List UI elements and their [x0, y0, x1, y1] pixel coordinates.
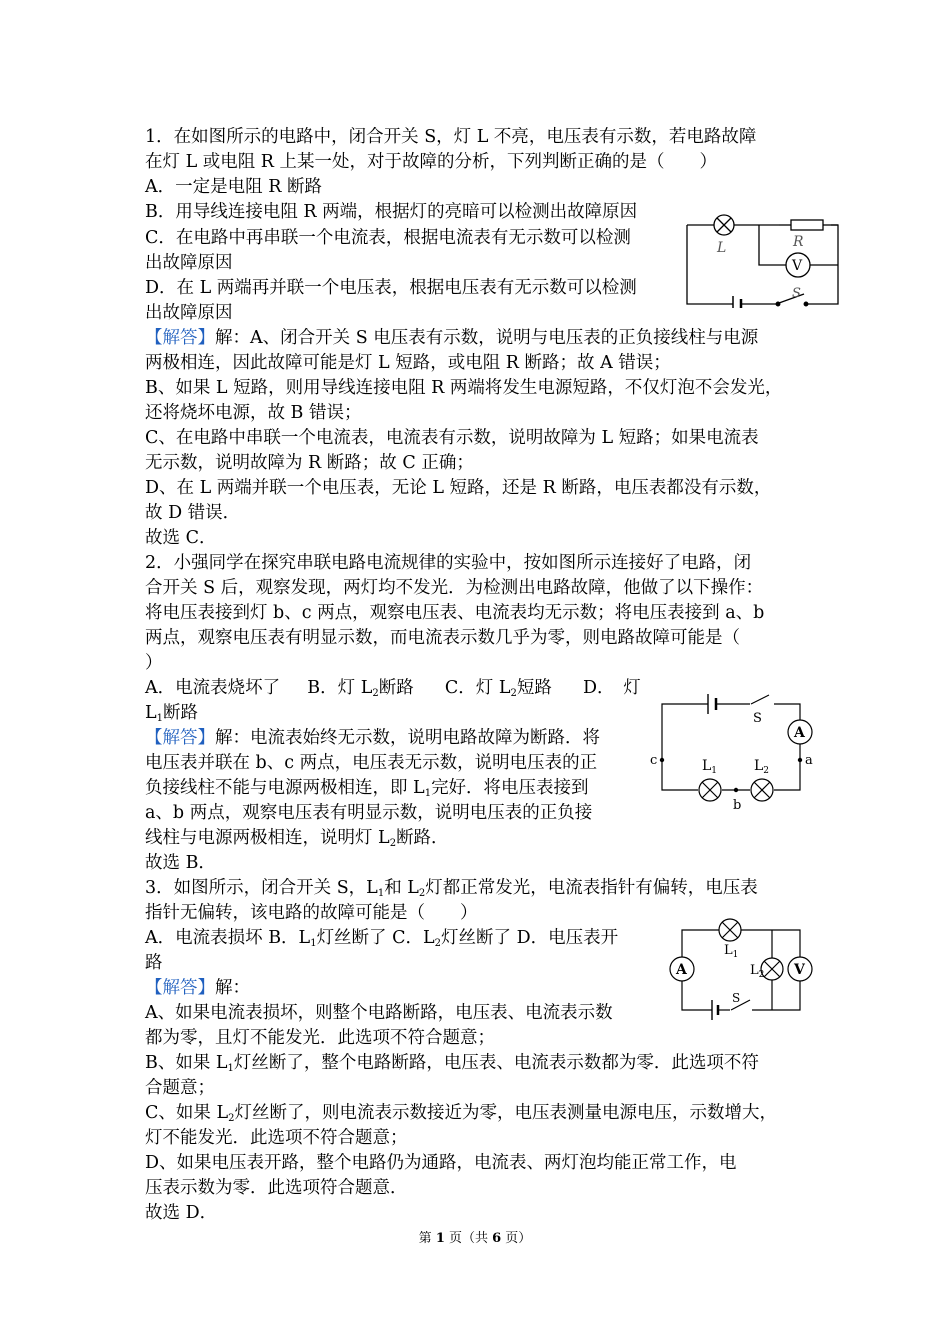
q1-option-a: A．一定是电阻 R 断路 — [145, 177, 322, 197]
q3-line: 3．如图所示，闭合开关 S，$L_1$和 $L_2$灯都正常发光，电流表指针有偏转，电压表 — [145, 878, 758, 899]
q3-fig-A: A — [676, 962, 687, 978]
q1-answer-line: B、如果 L 短路，则用导线连接电阻 R 两端将发生电源短路，不仅灯泡不会发光， — [145, 378, 783, 398]
q3-fig-L1: $L_1$ — [724, 943, 739, 960]
q3-answer-line: 压表示数为零．此选项符合题意． — [145, 1178, 408, 1198]
q1-answer-line: 【解答】解：A、闭合开关 S 电压表有示数，说明与电压表的正负接线柱与电源 — [145, 328, 759, 348]
q1-answer-line: C、在电路中串联一个电流表，电流表有示数，说明故障为 L 短路；如果电流表 — [145, 428, 759, 448]
q1-answer-line: D、在 L 两端并联一个电压表，无论 L 短路，还是 R 断路，电压表都没有示数， — [145, 478, 772, 498]
q2-answer-line: a、b 两点，观察电压表有明显示数，说明电压表的正负接 — [145, 803, 593, 823]
q3-answer-line: 灯不能发光．此选项不符合题意； — [145, 1128, 408, 1148]
q1-answer-line: 故 D 错误． — [145, 503, 241, 523]
q2-fig-a: a — [805, 753, 813, 768]
q3-line: 指针无偏转，该电路的故障可能是（ ） — [145, 903, 478, 923]
q3-options-cont: 路 — [145, 953, 163, 973]
q1-fig-R: R — [793, 234, 804, 250]
q1-circuit-diagram — [683, 208, 843, 308]
q2-answer-line: 负接线柱不能与电源两极相连，即 $L_1$完好．将电压表接到 — [145, 778, 589, 799]
q1-line: 1．在如图所示的电路中，闭合开关 S，灯 L 不亮，电压表有示数，若电路故障 — [145, 127, 757, 147]
q1-option-c-cont: 出故障原因 — [145, 253, 233, 273]
q1-answer-line: 还将烧坏电源，故 B 错误； — [145, 403, 362, 423]
q2-fig-L2: $L_2$ — [754, 758, 770, 776]
q2-choice: 故选 B． — [145, 853, 216, 873]
q1-line: 在灯 L 或电阻 R 上某一处，对于故障的分析，下列判断正确的是（ ） — [145, 152, 718, 172]
q2-answer-line: 电压表并联在 b、c 两点，电压表无示数，说明电压表的正 — [145, 753, 598, 773]
q3-answer-line: 【解答】解： — [145, 978, 250, 998]
q2-option-d: D． 灯 — [582, 678, 641, 698]
q2-option-b: B．灯 $L_2$断路 — [307, 678, 414, 699]
q1-answer-line: 两极相连，因此故障可能是灯 L 短路，或电阻 R 断路；故 A 错误； — [145, 353, 671, 373]
q2-fig-L1: $L_1$ — [702, 758, 718, 776]
q1-answer-line: 无示数，说明故障为 R 断路；故 C 正确； — [145, 453, 474, 473]
answer-tag: 【解答】 — [145, 978, 215, 998]
q1-option-b: B．用导线连接电阻 R 两端，根据灯的亮暗可以检测出故障原因 — [145, 202, 638, 222]
q1-option-d: D．在 L 两端再并联一个电压表，根据电压表有无示数可以检测 — [145, 278, 637, 298]
answer-tag: 【解答】 — [145, 328, 215, 348]
q3-answer-line: B、如果 $L_1$灯丝断了，整个电路断路，电压表、电流表示数都为零．此选项不符 — [145, 1053, 759, 1074]
q2-line: ） — [145, 653, 163, 673]
q2-answer-line: 线柱与电源两极相连，说明灯 $L_2$断路． — [145, 828, 449, 849]
q3-options-line: A．电流表损坏 B．$L_1$灯丝断了 C．$L_2$灯丝断了 D．电压表开 — [145, 928, 619, 949]
answer-tag: 【解答】 — [145, 728, 215, 748]
q2-line: 两点，观察电压表有明显示数，而电流表示数几乎为零，则电路故障可能是（ — [145, 628, 740, 648]
q1-fig-S: S — [792, 286, 801, 301]
q3-fig-L2: $L_2$ — [750, 963, 765, 980]
q3-fig-V: V — [794, 962, 805, 978]
q2-fig-b: b — [733, 798, 742, 812]
q2-fig-S: S — [753, 711, 762, 726]
q3-answer-line: 合题意； — [145, 1078, 215, 1098]
q2-line: 2．小强同学在探究串联电路电流规律的实验中，按如图所示连接好了电路，闭 — [145, 553, 752, 573]
q2-fig-c: c — [650, 753, 658, 768]
q2-line: 合开关 S 后，观察发现，两灯均不发光．为检测出电路故障，他做了以下操作： — [145, 578, 764, 598]
q3-circuit-diagram — [662, 912, 827, 1022]
q3-answer-line: C、如果 $L_2$灯丝断了，则电流表示数接近为零，电压表测量电源电压，示数增大， — [145, 1103, 777, 1124]
q1-choice: 故选 C． — [145, 528, 217, 548]
q2-fig-A: A — [794, 725, 805, 741]
q2-option-a: A．电流表烧坏了 — [145, 678, 281, 698]
q3-fig-S: S — [732, 991, 741, 1005]
q1-option-d-cont: 出故障原因 — [145, 303, 233, 323]
q3-answer-line: A、如果电流表损坏，则整个电路断路，电压表、电流表示数 — [145, 1003, 613, 1023]
current-page-number: 1 — [435, 1231, 445, 1246]
total-page-count: 6 — [492, 1231, 502, 1246]
q3-answer-line: D、如果电压表开路，整个电路仍为通路，电流表、两灯泡均能正常工作，电 — [145, 1153, 737, 1173]
q2-circuit-diagram — [650, 682, 820, 812]
q3-choice: 故选 D． — [145, 1203, 218, 1223]
page-footer: 第 1 页（共 6 页） — [418, 1231, 532, 1246]
q2-option-d-cont: $L_1$断路 — [145, 703, 198, 724]
q2-option-c: C．灯 $L_2$短路 — [444, 678, 552, 699]
q1-option-c: C．在电路中再串联一个电流表，根据电流表有无示数可以检测 — [145, 228, 631, 248]
q3-answer-line: 都为零，且灯不能发光．此选项不符合题意； — [145, 1028, 495, 1048]
q1-fig-V: V — [792, 258, 803, 274]
q2-answer-line: 【解答】解：电流表始终无示数，说明电路故障为断路．将 — [145, 728, 600, 748]
q2-line: 将电压表接到灯 b、c 两点，观察电压表、电流表均无示数；将电压表接到 a、b — [145, 603, 765, 623]
q1-fig-L: L — [717, 240, 727, 256]
q2-options-line — [145, 676, 641, 701]
